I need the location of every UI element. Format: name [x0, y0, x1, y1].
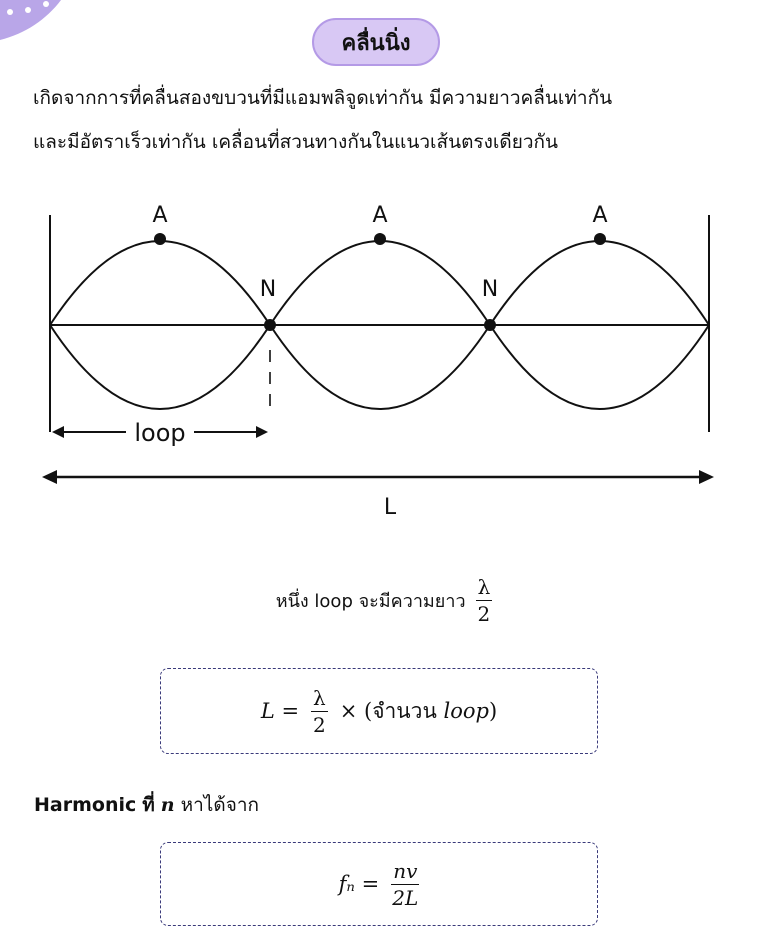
length-label: L	[383, 495, 397, 520]
antinode-label: A	[592, 203, 608, 228]
formula-fraction	[391, 860, 419, 909]
harmonic-n: n	[160, 794, 175, 816]
formula-rhs-prefix: × (จำนวน	[339, 698, 437, 723]
antinode-label: A	[372, 203, 388, 228]
lambda-over-two	[476, 576, 493, 625]
formula-lhs: fₙ =	[338, 872, 380, 896]
fraction-denominator: 2	[313, 712, 326, 737]
frequency-formula-box	[160, 842, 598, 926]
antinode-point	[154, 233, 166, 245]
fraction-denominator: 2L	[392, 885, 419, 910]
fraction-numerator: nv	[393, 858, 418, 883]
antinode-point	[374, 233, 386, 245]
formula-rhs-var: loop	[443, 698, 489, 723]
formula-lhs: L =	[260, 699, 300, 723]
node-point	[484, 319, 496, 331]
description-line-2: และมีอัตราเร็วเท่ากัน เคลื่อนที่สวนทางกันในแนวเส้นตรงเดียวกัน	[33, 131, 559, 153]
harmonic-suffix: หาได้จาก	[180, 794, 260, 816]
antinode-point	[594, 233, 606, 245]
upper-envelope	[50, 241, 709, 325]
description-line-1: เกิดจากการที่คลื่นสองขบวนที่มีแอมพลิจูดเท่ากัน มีความยาวคลื่นเท่ากัน	[33, 87, 613, 109]
fraction-numerator: λ	[477, 575, 491, 599]
length-formula-box	[160, 668, 598, 754]
lower-envelope	[50, 325, 709, 409]
one-loop-text: หนึ่ง loop จะมีความยาว	[275, 591, 466, 612]
loop-label: loop	[134, 419, 186, 447]
decorative-corner-blob	[0, 0, 80, 45]
fraction-denominator: 2	[477, 602, 491, 626]
fraction-numerator: λ	[313, 685, 326, 710]
page-title: คลื่นนิ่ง	[312, 18, 440, 66]
one-loop-statement	[0, 576, 768, 625]
harmonic-label: Harmonic	[34, 794, 137, 816]
antinode-label: A	[152, 203, 168, 228]
formula-rhs	[340, 695, 497, 728]
harmonic-ti: ที่	[142, 794, 155, 816]
formula-rhs-suffix: )	[488, 698, 498, 723]
standing-wave-diagram	[0, 180, 768, 530]
node-point	[264, 319, 276, 331]
node-label: N	[259, 277, 277, 302]
formula-fraction	[311, 687, 328, 736]
node-label: N	[481, 277, 499, 302]
harmonic-heading	[34, 790, 259, 820]
